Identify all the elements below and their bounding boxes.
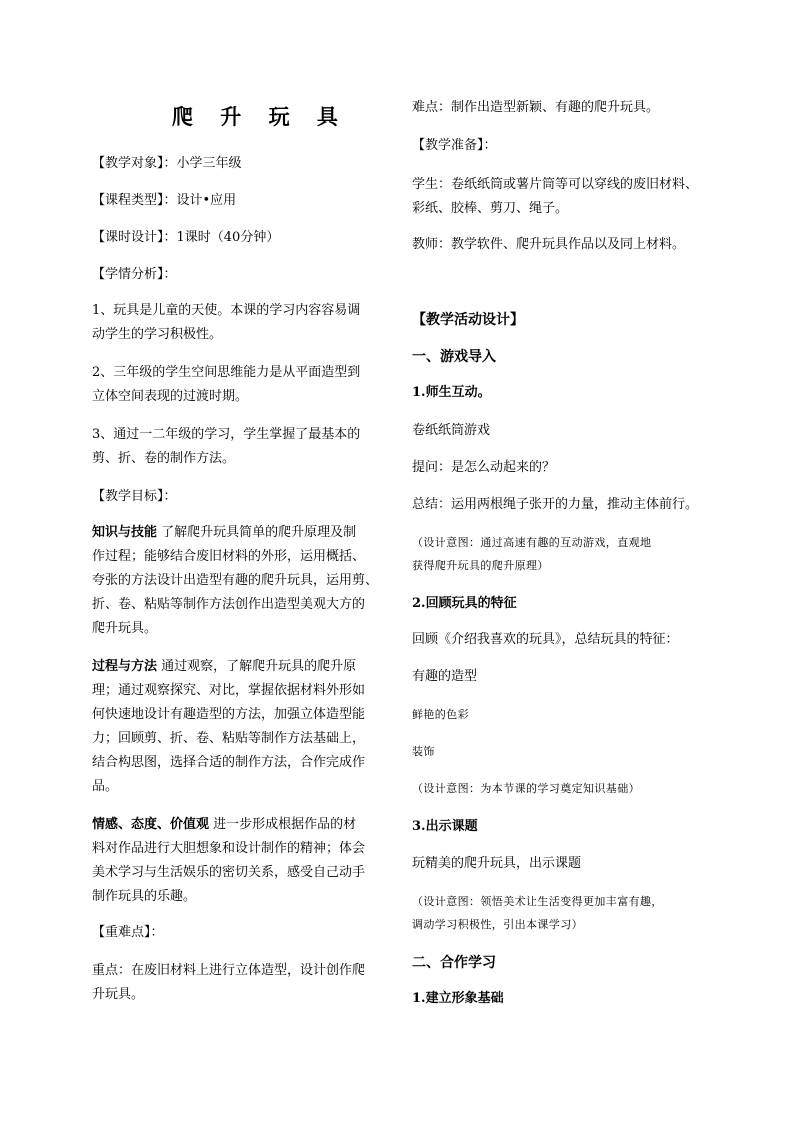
emotion-text: 进一步形成根据作品的材	[209, 817, 357, 832]
process-line1	[92, 659, 356, 675]
part2-step1-title: 1.建立形象基础	[412, 991, 504, 1006]
emotion-line1	[92, 817, 356, 833]
part1-step1-note-line2: 获得爬升玩具的爬升原理）	[412, 559, 549, 572]
process-text: 通过观察，了解爬升玩具的爬升原	[157, 659, 357, 674]
students-line2: 彩纸、胶棒、剪刀、绳子。	[412, 201, 569, 216]
part1-step2-line2: 有趣的造型	[412, 669, 478, 684]
part1-step1-line1: 卷纸纸筒游戏	[412, 423, 491, 438]
part1-step1-title: 1.师生互动。	[412, 385, 491, 400]
page-title: 爬 升 玩 具	[172, 104, 348, 129]
knowledge-label: 知识与技能	[92, 525, 158, 540]
part1-step1-line3: 总结：运用两根绳子张开的力量，推动主体前行。	[412, 497, 699, 512]
learner-analysis-p3-line1: 3、通过一二年级的学习，学生掌握了最基本的	[92, 427, 361, 442]
part1-step3-title: 3.出示课题	[412, 819, 478, 834]
emotion-line2: 料对作品进行大胆想象和设计制作的精神；体会	[92, 841, 366, 856]
part1-step3-note-line1: （设计意图：领悟美术让生活变得更加丰富有趣，	[412, 895, 663, 908]
learner-analysis-p1-line2: 动学生的学习积极性。	[92, 327, 223, 342]
knowledge-text: 了解爬升玩具简单的爬升原理及制	[157, 525, 357, 540]
learner-analysis-heading: 【学情分析】：	[92, 267, 177, 282]
activity-heading: 【教学活动设计】	[412, 312, 524, 328]
teacher-prep: 教师：教学软件、爬升玩具作品以及同上材料。	[412, 237, 686, 252]
lesson-design: 【课时设计】：1课时（40分钟）	[92, 230, 280, 245]
part1-heading: 一、游戏导入	[412, 349, 496, 365]
focus-line2: 升玩具。	[92, 987, 145, 1002]
learner-analysis-p2-line2: 立体空间表现的过渡时期。	[92, 389, 249, 404]
knowledge-line4: 折、卷、粘贴等制作方法创作出造型美观大方的	[92, 597, 366, 612]
knowledge-line5: 爬升玩具。	[92, 621, 158, 636]
process-line2: 理；通过观察探究、对比，掌握依据材料外形如	[92, 683, 366, 698]
emotion-label: 情感、态度、价值观	[92, 817, 210, 832]
process-line6: 品。	[92, 779, 119, 794]
part1-step2-title: 2.回顾玩具的特征	[412, 596, 517, 611]
part2-heading: 二、合作学习	[412, 955, 496, 971]
emotion-line4: 制作玩具的乐趣。	[92, 889, 197, 904]
part1-step2-line4: 装饰	[412, 745, 435, 758]
emotion-line3: 美术学习与生活娱乐的密切关系，感受自己动手	[92, 865, 366, 880]
goals-heading: 【教学目标】：	[92, 489, 177, 504]
part1-step1-line2: 提问：是怎么动起来的？	[412, 460, 556, 475]
knowledge-line3: 夸张的方法设计出造型有趣的爬升玩具，运用剪、	[92, 573, 379, 588]
process-label: 过程与方法	[92, 659, 158, 674]
teaching-object: 【教学对象】：小学三年级	[92, 156, 242, 171]
knowledge-line1	[92, 525, 356, 541]
learner-analysis-p3-line2: 剪、折、卷的制作方法。	[92, 451, 236, 466]
part1-step2-line3: 鲜艳的色彩	[412, 708, 469, 721]
part1-step3-note-line2: 调动学习积极性，引出本课学习）	[412, 918, 583, 931]
course-type: 【课程类型】：设计•应用	[92, 193, 237, 208]
students-line1: 学生：卷纸纸筒或薯片筒等可以穿线的废旧材料、	[412, 177, 699, 192]
difficulty: 难点：制作出造型新颖、有趣的爬升玩具。	[412, 100, 660, 115]
part1-step1-note-line1: （设计意图：通过高速有趣的互动游戏，直观地	[412, 536, 652, 549]
learner-analysis-p1-line1: 1、玩具是儿童的天使。本课的学习内容容易调	[92, 303, 361, 318]
learner-analysis-p2-line1: 2、三年级的学生空间思维能力是从平面造型到	[92, 365, 361, 380]
process-line5: 结合构思图，选择合适的制作方法，合作完成作	[92, 755, 366, 770]
prep-heading: 【教学准备】：	[412, 138, 497, 153]
part1-step3-line1: 玩精美的爬升玩具，出示课题	[412, 856, 582, 871]
part1-step2-note: （设计意图：为本节课的学习奠定知识基础）	[412, 782, 640, 795]
knowledge-line2: 作过程；能够结合废旧材料的外形，运用概括、	[92, 549, 366, 564]
key-points-heading: 【重难点】：	[92, 925, 164, 940]
process-line4: 力；回顾剪、折、卷、粘贴等制作方法基础上，	[92, 731, 366, 746]
focus-line1: 重点：在废旧材料上进行立体造型，设计创作爬	[92, 963, 366, 978]
process-line3: 何快速地设计有趣造型的方法，加强立体造型能	[92, 707, 366, 722]
part1-step2-line1: 回顾《介绍我喜欢的玩具》，总结玩具的特征：	[412, 632, 679, 647]
